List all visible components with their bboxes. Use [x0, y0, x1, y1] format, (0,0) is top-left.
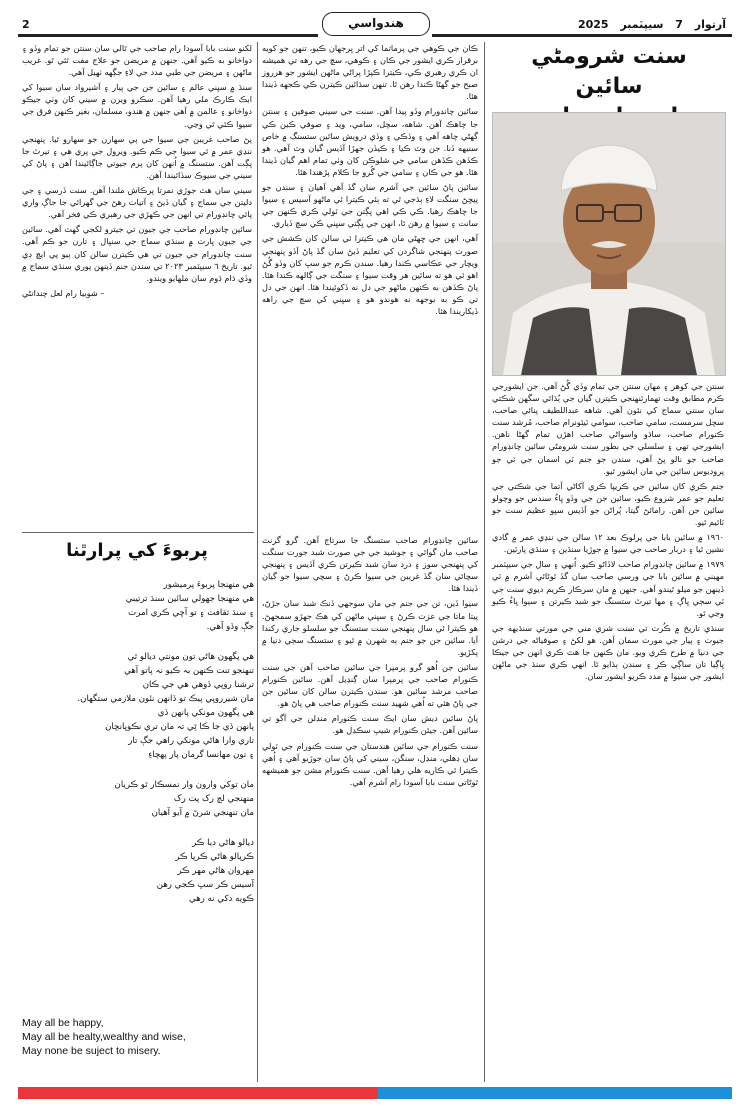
prayer-line: پانهن ڏي جا ڪا ٿِي تہ مان تري نڪوپانڇان	[105, 722, 254, 732]
prayer-line: ڪرپالو هاڻي ڪرپا ڪر	[175, 852, 254, 862]
prayer-line: ۽ سنڌ ثقافت ۽ تو آڇي ڪري امرت	[128, 608, 254, 618]
prayer-line: آسيس ڪر سڀ ڪجي رهن	[156, 880, 254, 890]
issue-date-day: 7	[675, 18, 683, 31]
prayer-line: ترشنا روپي ڏوهي هي جي ڪان	[142, 680, 254, 690]
portrait-illustration	[493, 113, 725, 375]
article-paragraph: سنتن جي کوهر ۽ مهان سنتن جي تمام وڏي گُڻ آهي. جن ايشورجي ڪرم مطابق وقت تهمارٽنهنجي ڪيترن گيان جي ٻُڌائي سگهن شڪتي سان سنتي سماج کي نئون آهي. شاهه عبداللطيف پنائي صاحب، سچل سرمست، سامي صاحب، سوامي ٽيئونرام صاحب، مُرشد سنت ڪنورام صاحب، ساڌو واسواڻي صاحب اهڙن تمام گهڻا ناهن. ايشورجي تهي ۽ سلسلي جي بطور سنت شرومڻي سائين چانڊورام صاحب جو نالو پڻ آهي، سندن جو جنم ٽي اسمان جي ٽي جو پروڊيوس سائين جي مان ايشور ٿيو.	[492, 381, 724, 476]
issue-year: 2025	[577, 18, 609, 31]
article-title-line1: سنت شرومڻي سائين	[531, 44, 687, 99]
english-line: May all be happy,	[22, 1017, 104, 1029]
header-rule-left	[18, 34, 318, 37]
prayer-line: ڪويه دکي نه رهي	[188, 894, 254, 904]
masthead-logo: هندواسي	[322, 12, 430, 36]
prayer-line: هي پگهون مونکي پانهن ڏي	[157, 708, 254, 718]
issue-date	[570, 18, 726, 31]
prayer-line: هي منهنجا جهولي سائين سنڌ ترتيبي	[125, 594, 254, 604]
article-paragraph: جنم ڪري کان سائين جي ڪريپا ڪري آکاڻي آتما جي شڪتي جي تعليم جو عمر شروع ڪيو، سائين جن جي وڏو ڀاءُ سندس جو وچولو سائين جن آهن. رامائڻ گيتا، پُراڻن جو آڏيس سڀو عظيم سنت جو ٽائيم ٿيو.	[492, 480, 724, 528]
prayer-line: مان شيرروپي پيڪ تو ڏانهن نئون ملازمي ستگهان.	[77, 694, 254, 704]
article-paragraph: سائين جن اُهو گرو پرمپرا جي سائين صاحب آهن جي سنت ڪنورام صاحب جي پرمپرا سان ڳنڍيل آهن. سائين ڪنورام صاحب مرشد سائين هو. سندن ڪيترن سالن کان سائين جن جي پاڻ هئي ته اُهي شهيد سنت ڪنورام صاحب هي پاڻ هو.	[262, 661, 478, 709]
portrait-photo	[492, 112, 726, 376]
issue-month: سيپٽمبر	[620, 18, 664, 31]
prayer-line: هي منهنجا پربوءَ پرميشور	[163, 580, 254, 590]
prayer-line: هي پگهون هاڻي تون مونتي ديالو ٿي	[127, 652, 254, 662]
article-column-left	[22, 42, 252, 299]
issue-day: آرتوار	[694, 18, 726, 31]
prayer-line: تنهنجو تنت ڪنهن بہ ڪيو نہ پاتو آهي	[124, 666, 254, 676]
prayer-line: مهروان هاڻي مهر ڪر	[177, 866, 254, 876]
prayer-line: ۽ تون مهانسا گرمان پار پهچاءِ	[148, 750, 254, 760]
article-paragraph: سنڌي تاريخ ۾ ڪُرت تي سنت شري مني جي مورتي سنڌيهه جي جيوت ۽ پيار جي مورت سمان آهن. هو لکڻ ۽ صوفياڻه جي درشن جي دنيا ۾ طرح ڪري ويو. مان ڪنهن جا هٿ ڪري انهن جي جيڪا ڀاڳيا تان ساڳي ڪر ۽ سندن ٻڌايو ٿا. انهي ڪري سنڌ جي ماڻهن ايشور جي سيوا ۾ مدد ڪريو ايشور سان.	[492, 622, 724, 682]
prayer-stanza	[22, 778, 254, 820]
prayer-line: جڳ وڏو آهي.	[206, 622, 254, 632]
footer-bar-red	[18, 1087, 378, 1099]
header-rule-right	[432, 34, 732, 37]
page-number: 2	[22, 18, 30, 31]
article-paragraph: سنت ڪنورام جي سائين هندستان جي سنت ڪنورام جي ٽولي سان ڊهلي، منڊل، سنگن، سيني کي پاڻ سان جوڙيو آهي ۽ اُهي ڪيترا ئي ڪاريه هلي رهيا آهن. سنت ڪنورام مشن جو هميشهه ٿوڻاتي سنت بابا آسودا رام آشرم آهي.	[262, 740, 478, 787]
article-paragraph: سائين پاڻ سائين جي آشرم سان گڏ آهي آهيان ۽ سندن جو پيڇڻ سنگت لاءِ ٻڌجي ٿي ته ٻئي ڪيترا ئي ماڻهو آسيس ۽ سيوا جا چاهڪ رهيا. ڪي ڪي اهي ڀڳتن جي ٽولي ڪري ڪنهن جي سانت ۽ سيوا ۾ رهن ٿا، انهن جي ڀڳتي سڀني ڪي سچ ڏياري.	[262, 182, 478, 229]
prayer-line: تاري وارا هاڻي مونکي راهي جڳ تار	[128, 736, 254, 746]
article-paragraph: سيوا ڏين، تن جي جنم جي مان سوجهي ڏنڪ شبد سان جڙڻ، پيتا ماتا جي عزت ڪرڻ ۽ سڀني ماڻهن کي هڪ جهڙو سمجهڻ. هو ڪيترا ئي سال پنهنجي سنت ستسنگ جو سلسلو جاري رکندا آيا. سائين جن جو جنم ٻه شهرن ۾ ٿيو ۽ ستسنگ سڄي دنيا ۾ پکڙيو.	[262, 598, 478, 657]
article-paragraph: پاڻ سائين ديش سان ايڪ سنت ڪنورام منڊلن جي آگو تي سائين آهن. جيئن ڪنورام شيپ سڪڊل هو.	[262, 713, 478, 736]
prayer-title: پربوءَ کي پرارٿنا	[66, 540, 208, 561]
prayer-line: ديالو هاڻي ديا ڪر	[192, 838, 254, 848]
article-column-middle-lower	[262, 534, 478, 791]
prayer-stanza	[22, 578, 254, 634]
section-divider	[22, 532, 254, 533]
article-paragraph: سائين چانڊورام صاحب جي جيون تي جيترو لکجي گهٽ آهي. سائين جي جيون ڀارت ۾ سنڌي سماج جي سنڀال ۽ تارن جو ڪم آهي. سنت چانڊورام جي جيون تي هي ڪيترن سالن کان ٻيو پي ايڇ ڊي ٿيو. تاريخ ٦ سيپٽمبر ٢٠٢٣ تي سندن جنم ڏينهن پوري سنڌي سماج ۾ وڏي ڌام ڌوم سان ملهايو ويندو.	[22, 224, 252, 283]
prayer-stanza	[22, 650, 254, 762]
article-column-right	[492, 380, 724, 685]
english-line: May all be healty,wealthy and wise,	[22, 1031, 186, 1043]
article-signoff: – شوبيا رام لعل چندانڻي	[22, 287, 105, 298]
prayer-line: مان تنهنجي شرڻ ۾ آيو آهيان	[151, 808, 254, 818]
article-paragraph: سائين چانڊورام وڏو پيدا آهن. سنت جي سيني صوفين ۽ سنتن جا چاهڪ آهن. شاهه، سچل، سامي، ويد ۽ صوفي ڪين ڪي گهڻي چاهه آهي ۽ وڏڪي ۽ وڏي درويش سائين ستسنگ ۾ خاص سنيهه ڏنا. جن وٽ ڪيا ۽ ڪيڏن جهڙا آڏيس گيان وٽ آهي. هو ڪڏهن ڪڏهن سامي جي شلوڪن کان وٺي تمام اهم گيان ڏيندا هئا. هو جي ڪان ۽ سامي جي گُرو جا ڪلام پڙهندا هئا.	[262, 106, 478, 177]
prayer-body	[22, 578, 254, 922]
article-column-middle-upper	[262, 42, 478, 320]
english-blessing	[22, 1016, 262, 1058]
article-paragraph: ١٩٦٠ ۾ سائين بابا جي پرلوڪ بعد ١٢ سالن جي ننڍي عمر ۾ گادي نشين ٿيا ۽ دربار صاحب جي سيوا ۾ جوڙيا سنڌين ۽ سنڌي پارٽين.	[492, 532, 724, 555]
article-paragraph: ڪان جي ڪوهي جي پرماتما کي اتر ڀرجهان ڪيو، تنهن جو کويه برقرار ڪري ايشور جي ڪان ۽ ڪوهي، سچ جي رهه تي هميشه ان ڪري رهبري ڪي، ڪيترا ڪپڙا پراڻي ماڻهن ايشور جو هرروز صبح جو گهڻا ڪندا رهن ٿا. تنهن سڌائين ڪيترن ڪي ڪجهه ڏيندا هئا.	[262, 43, 478, 102]
prayer-stanza	[22, 836, 254, 906]
article-title	[498, 42, 720, 108]
article-paragraph: سيني سان هٿ جوڙي نمرتا پرڪاش ملندا آهن. سنت ڏرسي ۽ جي دليتن جي سماج ۽ گيان ڏيڻ ۽ آتيات رهڻ جي گهرائي جا جاڳ واري پائي چانڊورام تي انهن جي ڪهڙي جي رهبري ڪي فخر آهي.	[22, 185, 252, 220]
article-paragraph: لکنو سنت بابا آسودا رام صاحب جي ٿالي سان سنتن جو تمام وڏو ۽ دواخانو به ڪيو آهي. جنهن ۾ مريضن جو علاج مفت ٿئي ٿو. غريب ماڻهن ۽ مريضن جي طبي مدد جي لاءِ جڳهه ٺهيل آهي.	[22, 43, 252, 78]
footer-color-bar	[0, 1087, 750, 1099]
column-divider	[484, 42, 485, 1082]
prayer-line: منهنجي لڄ رک پت رک	[173, 794, 254, 804]
article-paragraph: پڻ صاحب غريبن جي سيوا جي ٻي سهارن جو سهارو ٿيا. پنهنجي ننڍي عمر ۾ ئي سيوا جي ڪم ڪيو. ويرول جي پري هي ۽ تيرٿ جا ڀڳت آهن. ستسنگ ۾ اُنهن کان پرم جيوتي جاڳائيندا آهن ۽ پاڻ کي سيني جي سيوڪ سڏائيندا آهن.	[22, 133, 252, 180]
article-paragraph: سنڌ ۾ سڀني عالم ۽ سائين جن جي پيار ۽ آشيرواد سان سيوا کي ايڪ ڪارڪ ملي رهيا آهن. سڪرو ويرن ۾ سيني کان وٺي جيڪو دواخانو ۽ عالمن ۾ آهي جنهن ۾ هندو، مسلمان، بغير ڪنهن فرق جي سيوا ڪئي ٿي وڃي.	[22, 82, 252, 129]
footer-bar-blue	[378, 1087, 732, 1099]
article-paragraph: ١٩٧٩ ۾ سائين چانڊورام صاحب لاڏاڻو ڪيو. اُنهي ۽ سال جي سيپٽمبر مهيني ۾ سائين بابا جي ورسي صاحب سان گڏ ٿوڻائي آشرم ۾ ٽي ڏينهن جو ميلو ٿيندو آهي. جنهن ۾ مان سرڪار ڪريم ديوي سنت جي ٽي سڄي ڀاڳ ۽ مها تيرٿ ستسنگ جو شبد ڪيرتن ۽ سيوا ڀاءُ ڪيو وڃي ٿو.	[492, 559, 724, 618]
article-paragraph: سائين چانڊورام صاحب ستسنگ جا سرتاج آهن. گرو گرنٿ صاحب مان گوائي ۽ جوشيد جي جي صورت شبد جورت سنگت کي پنهنجي سوز ۽ درد سان شبد ڪيرتن ڪري آڏيس ۽ پنهنجي سچائي سان گڏ غريبن جي سيوا ڪرڻ ۽ سچي سيوا جو گيان ڏيندا هئا.	[262, 535, 478, 594]
prayer-line: مان توکي وارون وار نمسڪار ٿو ڪريان	[114, 780, 254, 790]
article-paragraph: آهي، انهن جي ڇهڻي مان هي ڪيترا ئي سالن کان ڪشش جي صورت پنهنجي شاگردن کي تعليم ڏيڻ سان گڏ پاڻ آڏو پنهنجي ويچار جي عڪاسي ڪندا رهيا. سندن ڪرم جو سڀ کان وڏو گُڻ اهو ئي هو ته سائين هر وقت سيوا ۽ سنگت جي ڳالهه ڪندا هئا. پاڻ ڪڏهن به ڪنهن ماڻهو جي دل نه ڏکوئيندا هئا. انهن جي دل تي ڪو به بوجهه نه هوندو هو ۽ سڀني کي سچ جي راهه ڏيکاريندا هئا.	[262, 233, 478, 316]
column-divider	[257, 42, 258, 1082]
english-line: May none be suject to misery.	[22, 1045, 161, 1057]
